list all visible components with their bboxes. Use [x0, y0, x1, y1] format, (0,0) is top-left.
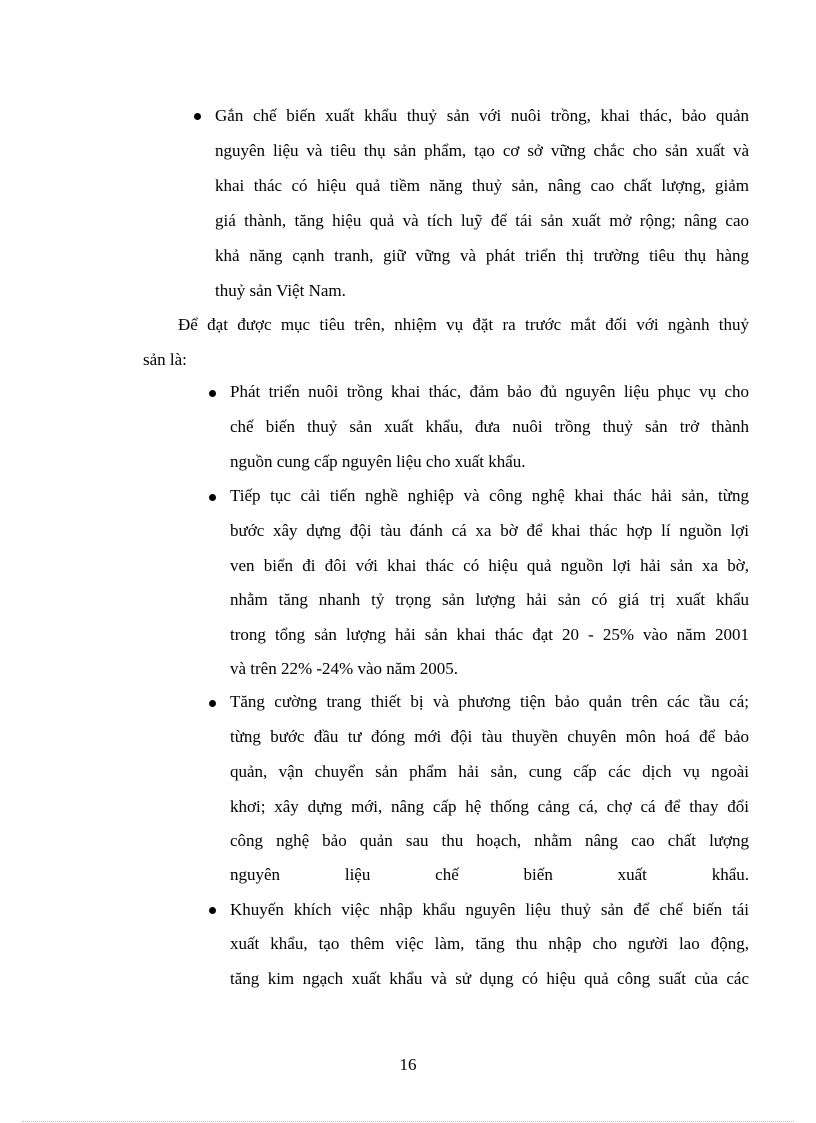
text-line: khả năng cạnh tranh, giữ vững và phát triển thị trường tiêu thụ hàng [215, 246, 749, 265]
text-line: Gắn chế biến xuất khẩu thuỷ sản với nuôi trồng, khai thác, bảo quản [215, 106, 749, 125]
text-line: quản, vận chuyển sản phẩm hải sản, cung cấp các dịch vụ ngoài [230, 762, 749, 781]
text-line: công nghệ bảo quản sau thu hoạch, nhằm nâng cao chất lượng [230, 831, 749, 850]
paragraph-line: Để đạt được mục tiêu trên, nhiệm vụ đặt ra trước mắt đối với ngành thuỷ [178, 315, 749, 334]
text-line: xuất khẩu, tạo thêm việc làm, tăng thu nhập cho người lao động, [230, 934, 749, 953]
text-line: từng bước đầu tư đóng mới đội tàu thuyền chuyên môn hoá để bảo [230, 727, 749, 746]
text-line: ven biển đi đôi với khai thác có hiệu quả nguồn lợi hải sản xa bờ, [230, 556, 749, 575]
text-line: thuỷ sản Việt Nam. [215, 281, 346, 300]
text-line: nguồn cung cấp nguyên liệu cho xuất khẩu. [230, 452, 526, 471]
text-line: khơi; xây dựng mới, nâng cấp hệ thống cảng cá, chợ cá để thay đổi [230, 797, 749, 816]
text-line: và trên 22% -24% vào năm 2005. [230, 659, 459, 678]
text-line: Tăng cường trang thiết bị và phương tiện bảo quản trên các tầu cá; [230, 692, 749, 711]
text-line: Khuyến khích việc nhập khẩu nguyên liệu thuỷ sản để chế biến tái [230, 900, 749, 919]
text-line: giá thành, tăng hiệu quả và tích luỹ để tái sản xuất mở rộng; nâng cao [215, 211, 749, 230]
bullet-icon [209, 494, 216, 501]
text-line: nhằm tăng nhanh tỷ trọng sản lượng hải sản có giá trị xuất khẩu [230, 590, 749, 609]
text-line: Phát triển nuôi trồng khai thác, đảm bảo đủ nguyên liệu phục vụ cho [230, 382, 749, 401]
text-line: trong tổng sản lượng hải sản khai thác đạt 20 - 25% vào năm 2001 [230, 625, 749, 644]
text-line: Tiếp tục cải tiến nghề nghiệp và công nghệ khai thác hải sản, từng [230, 486, 749, 505]
text-line: bước xây dựng đội tàu đánh cá xa bờ để khai thác hợp lí nguồn lợi [230, 521, 749, 540]
text-line: nguyên liệu và tiêu thụ sản phẩm, tạo cơ sở vững chắc cho sản xuất và [215, 141, 749, 160]
text-line: khai thác có hiệu quả tiềm năng thuỷ sản, nâng cao chất lượng, giảm [215, 176, 749, 195]
page-number: 16 [399, 1055, 417, 1074]
text-line: chế biến thuỷ sản xuất khẩu, đưa nuôi trồng thuỷ sản trở thành [230, 417, 749, 436]
page-bottom-rule [22, 1121, 794, 1122]
bullet-icon [209, 700, 216, 707]
bullet-icon [194, 113, 201, 120]
text-line: tăng kim ngạch xuất khẩu và sử dụng có hiệu quả công suất của các [230, 969, 749, 988]
paragraph-line: sản là: [143, 350, 187, 369]
text-line: nguyên liệu chế biến xuất khẩu. [230, 865, 749, 884]
bullet-icon [209, 390, 216, 397]
bullet-icon [209, 907, 216, 914]
